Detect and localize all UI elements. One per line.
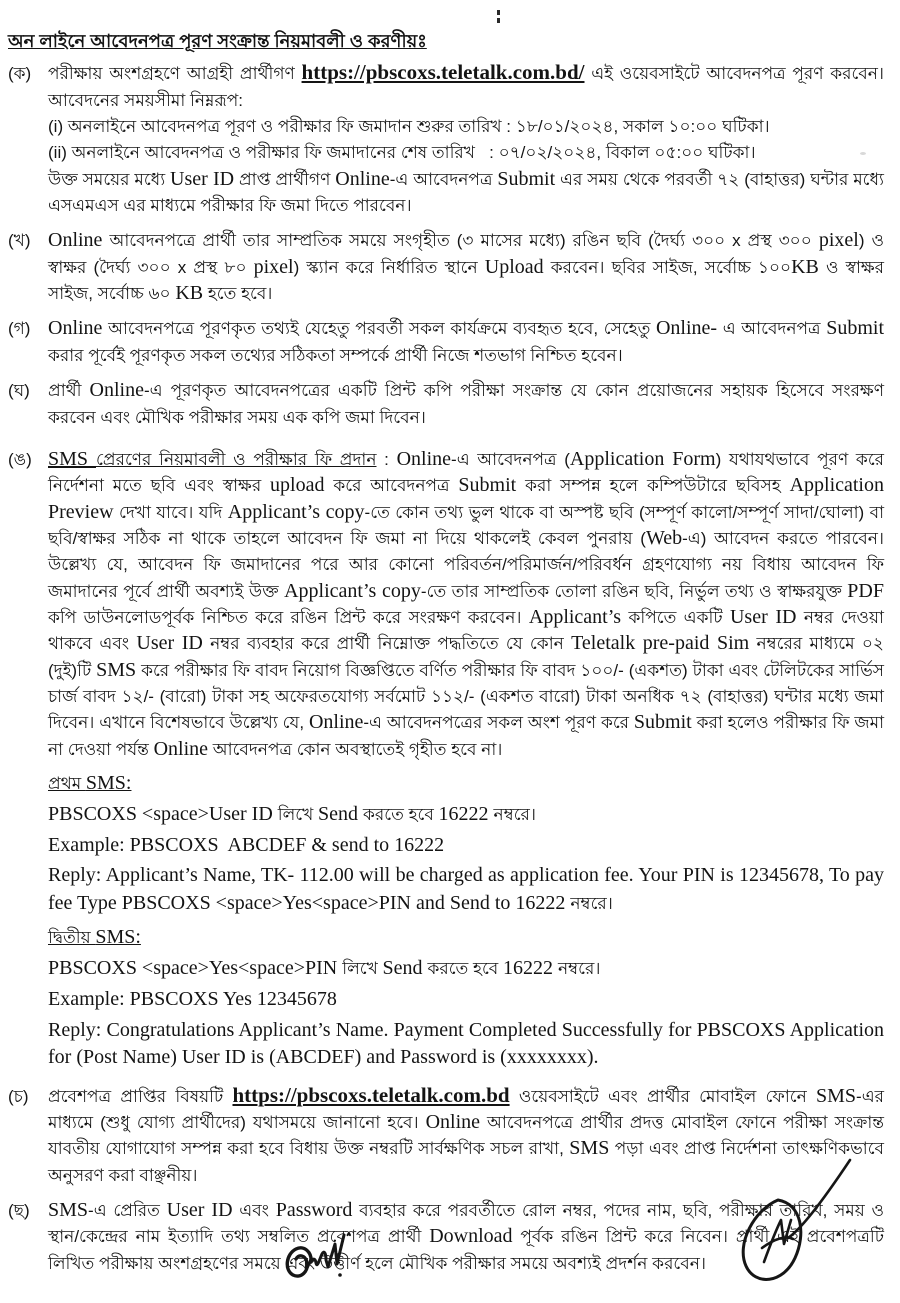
section-kha-body [48, 228, 884, 307]
photo-signature-upload-rule: Online আবেদনপত্রে প্রার্থী তার সাম্প্রতিক সময়ে সংগৃহীত (৩ মাসের মধ্যে) রঙিন ছবি (দৈর্ঘ্য ৩০০ x প্রস্থ ৩০০ pixel) ও স্বাক্ষর (দৈর্ঘ্য ৩০০ x প্রস্থ ৮০ pixel) স্ক্যান করে নির্ধারিত স্থানে Upload করবেন। ছবির সাইজ, সর্বোচ্চ ১০০KB ও স্বাক্ষর সাইজ, সর্বোচ্চ ৬০ KB হতে হবে। [48, 229, 884, 305]
admit-card-download-rule: SMS-এ প্রেরিত User ID এবং Password ব্যবহার করে পরবর্তীতে রোল নম্বর, পদের নাম, ছবি, পরীক্ষার তারিখ, সময় ও স্থান/কেন্দ্রের নাম ইত্যাদি তথ্য সম্বলিত প্রবেশপত্র প্রার্থী Download পূর্বক রঙিন প্রিন্ট করে নিবেন। প্রার্থী এই প্রবেশপত্রটি লিখিত পরীক্ষায় অংশগ্রহণের সময়ে এবং উত্তীর্ণ হলে মৌখিক পরীক্ষার সময়ে অবশ্যই প্রদর্শন করবেন। [48, 1199, 884, 1273]
first-sms-reply: Reply: Applicant’s Name, TK- 112.00 will be charged as application fee. Your PIN is 12345678, To pay fee Type PBSCOXS <space>Yes<space>PIN and Send to 16222 নম্বরে। [48, 864, 884, 914]
first-sms-heading: প্রথম SMS: [48, 771, 132, 794]
section-ka [8, 61, 884, 219]
section-ga-marker: (গ) [8, 319, 31, 339]
section-kha [8, 228, 884, 307]
second-sms-example: Example: PBSCOXS Yes 12345678 [48, 987, 337, 1010]
print-copy-rule: প্রার্থী Online-এ পূরণকৃত আবেদনপত্রের একটি প্রিন্ট কপি পরীক্ষা সংক্রান্ত যে কোন প্রয়োজনের সহায়ক হিসেবে সংরক্ষণ করবেন এবং মৌখিক পরীক্ষার সময় এক কপি জমা দিবেন। [48, 379, 884, 427]
first-sms-command: PBSCOXS <space>User ID লিখে Send করতে হবে 16222 নম্বরে। [48, 802, 536, 825]
second-sms-heading: দ্বিতীয় SMS: [48, 926, 141, 949]
second-sms-reply: Reply: Congratulations Applicant’s Name. Payment Completed Successfully for PBSCOXS Application for (Post Name) User ID is (ABCDEF) and Password is (xxxxxxxx). [48, 1018, 884, 1069]
section-ka-marker: (ক) [8, 64, 32, 84]
data-accuracy-rule: Online আবেদনপত্রে পূরণকৃত তথ্যই যেহেতু পরবর্তী সকল কার্যক্রমে ব্যবহৃত হবে, সেহেতু Online- এ আবেদনপত্র Submit করার পূর্বেই পূরণকৃত সকল তথ্যের সঠিকতা সম্পর্কে প্রার্থী নিজে শতভাগ নিশ্চিত হবেন। [48, 317, 884, 365]
scan-speck [860, 152, 866, 155]
section-ka-body [48, 61, 884, 219]
section-chha-marker: (ছ) [8, 1201, 30, 1221]
section-ga [8, 316, 884, 369]
signature-scribble-icon [278, 1222, 360, 1292]
signature-left [278, 1222, 360, 1297]
section-gha-body [48, 378, 884, 431]
scan-artifact-mark [497, 10, 500, 15]
section-kha-marker: (খ) [8, 231, 31, 251]
section-nga-marker: (ঙ) [8, 449, 32, 469]
section-ka-intro: পরীক্ষায় অংশগ্রহণে আগ্রহী প্রার্থীগণ https://pbscoxs.teletalk.com.bd/ এই ওয়েবসাইটে আবেদনপত্র পূরণ করবেন। আবেদনের সময়সীমা নিম্নরূপ: [48, 60, 884, 110]
first-sms-example: Example: PBSCOXS ABCDEF & send to 16222 [48, 833, 445, 856]
signature-right [726, 1138, 868, 1303]
application-end-date-line: (ii) অনলাইনে আবেদনপত্র ও পরীক্ষার ফি জমাদানের শেষ তারিখ : ০৭/০২/২০২৪, বিকাল ০৫:০০ ঘটিকা। [48, 143, 756, 163]
section-nga [8, 447, 884, 1075]
sms-rules-paragraph: SMS প্রেরণের নিয়মাবলী ও পরীক্ষার ফি প্রদান : Online-এ আবেদনপত্র (Application Form) যথাযথভাবে পূরণ করে নির্দেশনা মতে ছবি এবং স্বাক্ষর upload করে আবেদনপত্র Submit করা সম্পন্ন হলে কম্পিউটারে ছবিসহ Application Preview দেখা যাবে। যদি Applicant’s copy-তে কোন তথ্য ভুল থাকে বা অস্পষ্ট ছবি (সম্পূর্ণ কালো/সম্পূর্ণ সাদা/ঘোলা) বা ছবি/স্বাক্ষর সঠিক না থাকে তাহলে আবেদন ফি জমা না দিয়ে থাকলেই কেবল পুনরায় (Web-এ) আবেদন করতে পারবেন। উল্লেখ্য যে, আবেদন ফি জমাদানের পরে আর কোনো পরিবর্তন/পরিমার্জন/পরিবর্ধন গ্রহণযোগ্য নয় বিধায় আবেদন ফি জমাদানের পূর্বে প্রার্থী অবশ্যই উক্ত Applicant’s copy-তে তার সাম্প্রতিক তোলা রঙিন ছবি, নির্ভুল তথ্য ও স্বাক্ষরযুক্ত PDF কপি ডাউনলোডপূর্বক নিশ্চিত করে রঙিন প্রিন্ট করে সংরক্ষণ করবেন। Applicant’s কপিতে একটি User ID নম্বর দেওয়া থাকবে এবং User ID নম্বর ব্যবহার করে প্রার্থী নিম্নোক্ত পদ্ধতিতে যে কোন Teletalk pre-paid Sim নম্বরের মাধ্যমে ০২ (দুই)টি SMS করে পরীক্ষার ফি বাবদ নিয়োগ বিজ্ঞপ্তিতে বর্ণিত পরীক্ষার ফি বাবদ ১০০/- (একশত) টাকা এবং টেলিটকের সার্ভিস চার্জ বাবদ ১২/- (বারো) টাকা সহ অফেরতযোগ্য সর্বমোট ১১২/- (একশত বারো) টাকা অনধিক ৭২ (বাহাত্তর) ঘন্টার মধ্যে জমা দিবেন। এখানে বিশেষভাবে উল্লেখ্য যে, Online-এ আবেদনপত্রের সকল অংশ পূরণ করে Submit করা হলেও পরীক্ষার ফি জমা না দেওয়া পর্যন্ত Online আবেদনপত্র কোন অবস্থাতেই গৃহীত হবে না। [48, 447, 885, 760]
section-ga-body [48, 316, 884, 369]
page-title: অন লাইনে আবেদনপত্র পূরণ সংক্রান্ত নিয়মাবলী ও করণীয়ঃ [8, 31, 427, 51]
admit-card-notification-rule: প্রবেশপত্র প্রাপ্তির বিষয়টি https://pbscoxs.teletalk.com.bd ওয়েবসাইটে এবং প্রার্থীর মোবাইল ফোনে SMS-এর মাধ্যমে (শুধু যোগ্য প্রার্থীদের) যথাসময়ে জানানো হবে। Online আবেদনপত্রে প্রার্থীর প্রদত্ত মোবাইল ফোনে পরীক্ষা সংক্রান্ত যাবতীয় যোগাযোগ সম্পন্ন করা হবে বিধায় উক্ত নম্বরটি সার্বক্ষণিক সচল রাখা, SMS পড়া এবং প্রাপ্ত নির্দেশনা তাৎক্ষণিকভাবে অনুসরণ করা বাঞ্ছনীয়। [48, 1082, 885, 1185]
section-gha [8, 378, 884, 431]
application-start-date-line: (i) অনলাইনে আবেদনপত্র পূরণ ও পরীক্ষার ফি জমাদান শুরুর তারিখ : ১৮/০১/২০২৪, সকাল ১০:০০ ঘটিকা। [48, 117, 770, 137]
section-gha-marker: (ঘ) [8, 381, 30, 401]
fee-payment-window-note: উক্ত সময়ের মধ্যে User ID প্রাপ্ত প্রার্থীগণ Online-এ আবেদনপত্র Submit এর সময় থেকে পরবর্তী ৭২ (বাহাত্তর) ঘন্টার মধ্যে এসএমএস এর মাধ্যমে পরীক্ষার ফি জমা দিতে পারবেন। [48, 167, 884, 216]
section-nga-body [48, 447, 884, 1075]
section-ca-marker: (চ) [8, 1086, 29, 1106]
signature-scribble-icon [726, 1138, 868, 1298]
second-sms-command: PBSCOXS <space>Yes<space>PIN লিখে Send করতে হবে 16222 নম্বরে। [48, 957, 601, 980]
